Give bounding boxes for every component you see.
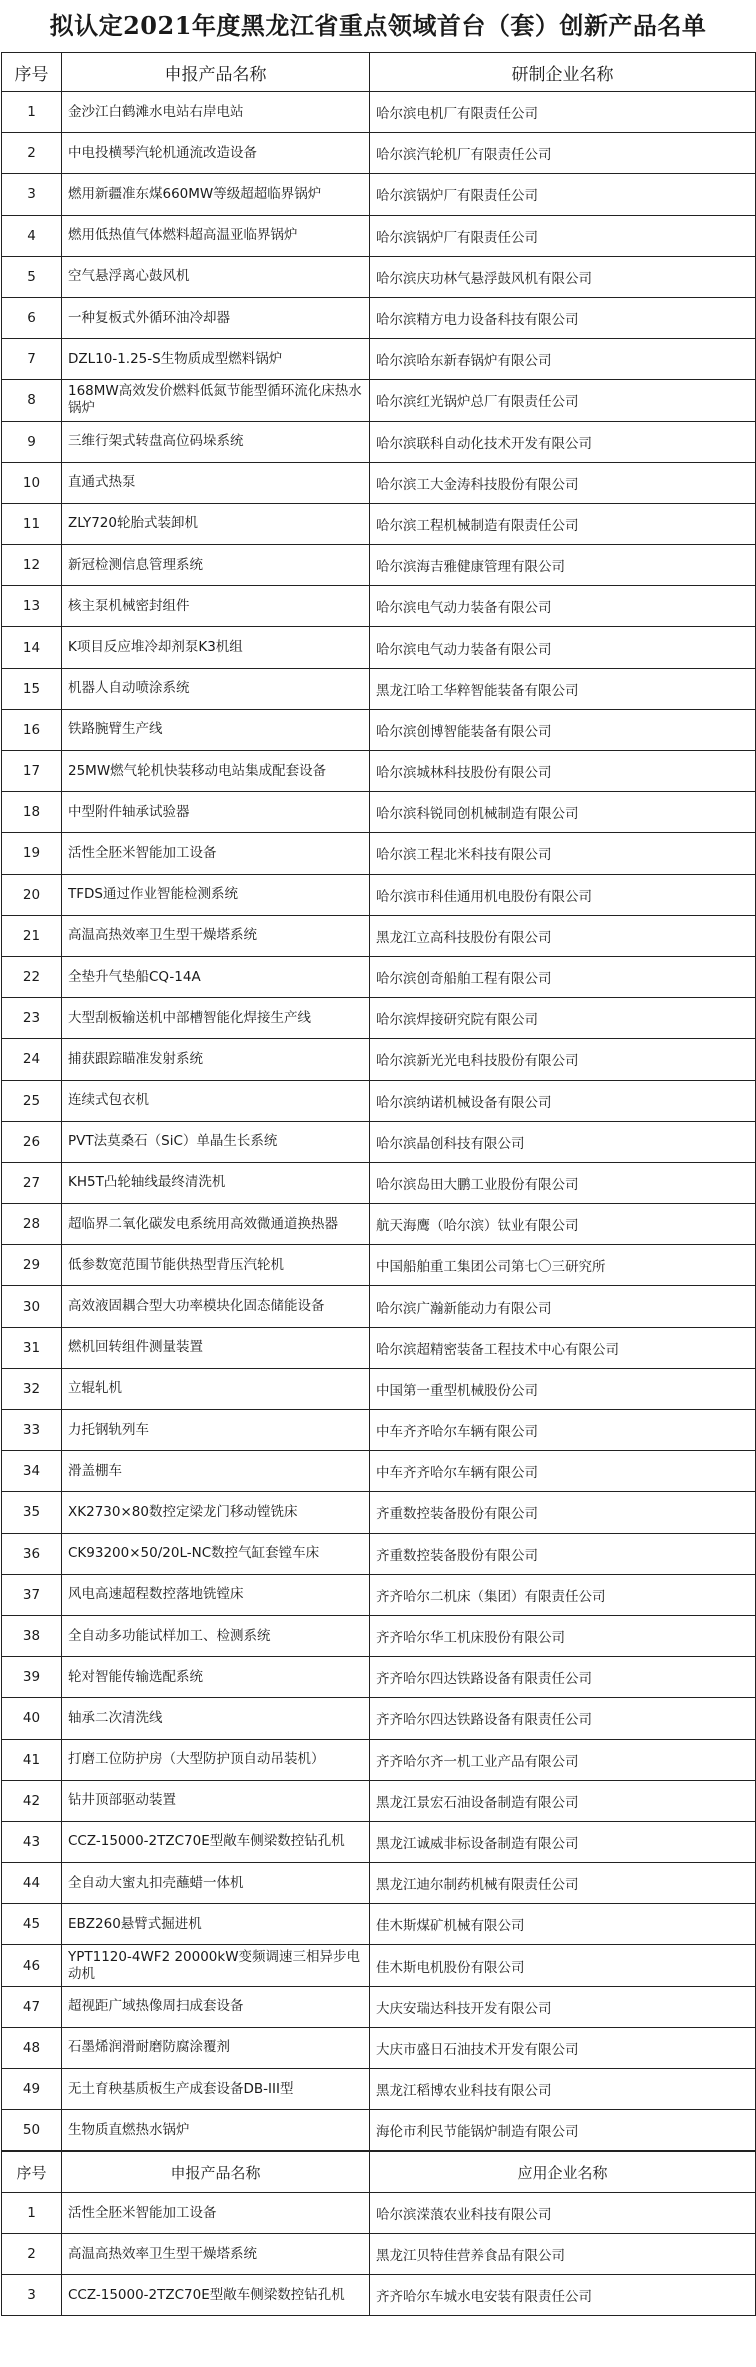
company-name: 哈尔滨科锐同创机械制造有限公司 bbox=[370, 792, 756, 833]
table-row bbox=[2, 503, 756, 544]
table-row bbox=[2, 1780, 756, 1821]
company-name: 哈尔滨电气动力装备有限公司 bbox=[370, 627, 756, 668]
product-name: 空气悬浮离心鼓风机 bbox=[62, 256, 370, 297]
table-row bbox=[2, 256, 756, 297]
row-number: 19 bbox=[2, 833, 62, 874]
row-number: 10 bbox=[2, 462, 62, 503]
row-number: 39 bbox=[2, 1657, 62, 1698]
product-name: 低参数宽范围节能供热型背压汽轮机 bbox=[62, 1245, 370, 1286]
product-name: 中型附件轴承试验器 bbox=[62, 792, 370, 833]
company-name: 哈尔滨联科自动化技术开发有限公司 bbox=[370, 421, 756, 462]
row-number: 49 bbox=[2, 2069, 62, 2110]
row-number: 24 bbox=[2, 1039, 62, 1080]
product-name: DZL10-1.25-S生物质成型燃料锅炉 bbox=[62, 339, 370, 380]
row-number: 45 bbox=[2, 1904, 62, 1945]
table-row bbox=[2, 1451, 756, 1492]
company-name: 哈尔滨庆功林气悬浮鼓风机有限公司 bbox=[370, 256, 756, 297]
company-name: 齐重数控装备股份有限公司 bbox=[370, 1533, 756, 1574]
company-name: 哈尔滨广瀚新能动力有限公司 bbox=[370, 1286, 756, 1327]
product-name: K项目反应堆冷却剂泵K3机组 bbox=[62, 627, 370, 668]
product-name: 金沙江白鹤滩水电站右岸电站 bbox=[62, 92, 370, 133]
row-number: 28 bbox=[2, 1204, 62, 1245]
table-row bbox=[2, 1245, 756, 1286]
product-name: 高温高热效率卫生型干燥塔系统 bbox=[62, 915, 370, 956]
product-name: 燃机回转组件测量装置 bbox=[62, 1327, 370, 1368]
row-number: 23 bbox=[2, 998, 62, 1039]
product-name: ZLY720轮胎式装卸机 bbox=[62, 503, 370, 544]
table-row bbox=[2, 215, 756, 256]
header-product: 申报产品名称 bbox=[62, 53, 370, 92]
table-row bbox=[2, 2234, 756, 2275]
product-name: 滑盖棚车 bbox=[62, 1451, 370, 1492]
header2-no: 序号 bbox=[2, 2152, 62, 2193]
company-name: 哈尔滨创奇船舶工程有限公司 bbox=[370, 956, 756, 997]
table-row bbox=[2, 462, 756, 503]
table-row bbox=[2, 956, 756, 997]
product-name: 石墨烯润滑耐磨防腐涂覆剂 bbox=[62, 2027, 370, 2068]
table-row bbox=[2, 1615, 756, 1656]
table-row bbox=[2, 833, 756, 874]
company-name: 哈尔滨哈东新春锅炉有限公司 bbox=[370, 339, 756, 380]
company-name: 哈尔滨工大金涛科技股份有限公司 bbox=[370, 462, 756, 503]
product-name: KH5T凸轮轴线最终清洗机 bbox=[62, 1162, 370, 1203]
row-number: 3 bbox=[2, 2275, 62, 2316]
company-name: 哈尔滨创博智能装备有限公司 bbox=[370, 709, 756, 750]
table-row bbox=[2, 2193, 756, 2234]
row-number: 32 bbox=[2, 1368, 62, 1409]
company-name: 黑龙江迪尔制药机械有限责任公司 bbox=[370, 1863, 756, 1904]
application-table-body bbox=[2, 2193, 756, 2316]
product-name: 燃用低热值气体燃料超高温亚临界锅炉 bbox=[62, 215, 370, 256]
product-name: 力托钢轨列车 bbox=[62, 1410, 370, 1451]
row-number: 33 bbox=[2, 1410, 62, 1451]
company-name: 哈尔滨汽轮机厂有限责任公司 bbox=[370, 133, 756, 174]
product-name: 轮对智能传输选配系统 bbox=[62, 1657, 370, 1698]
company-name: 哈尔滨超精密装备工程技术中心有限公司 bbox=[370, 1327, 756, 1368]
product-name: 连续式包衣机 bbox=[62, 1080, 370, 1121]
table-row bbox=[2, 874, 756, 915]
company-name: 哈尔滨红光锅炉总厂有限责任公司 bbox=[370, 380, 756, 421]
product-name: 风电高速超程数控落地铣镗床 bbox=[62, 1574, 370, 1615]
company-name: 齐重数控装备股份有限公司 bbox=[370, 1492, 756, 1533]
company-name: 哈尔滨纳诺机械设备有限公司 bbox=[370, 1080, 756, 1121]
product-name: 超临界二氧化碳发电系统用高效微通道换热器 bbox=[62, 1204, 370, 1245]
company-name: 哈尔滨锅炉厂有限责任公司 bbox=[370, 215, 756, 256]
table-row bbox=[2, 1657, 756, 1698]
row-number: 47 bbox=[2, 1986, 62, 2027]
company-name: 黑龙江哈工华粹智能装备有限公司 bbox=[370, 668, 756, 709]
table-row bbox=[2, 586, 756, 627]
row-number: 9 bbox=[2, 421, 62, 462]
table-row bbox=[2, 1162, 756, 1203]
row-number: 3 bbox=[2, 174, 62, 215]
product-name: 轴承二次清洗线 bbox=[62, 1698, 370, 1739]
table-row bbox=[2, 1698, 756, 1739]
company-name: 黑龙江立高科技股份有限公司 bbox=[370, 915, 756, 956]
product-name: CK93200×50/20L-NC数控气缸套镗车床 bbox=[62, 1533, 370, 1574]
table-row bbox=[2, 1410, 756, 1451]
table-row bbox=[2, 627, 756, 668]
row-number: 1 bbox=[2, 2193, 62, 2234]
company-name: 大庆安瑞达科技开发有限公司 bbox=[370, 1986, 756, 2027]
table-row bbox=[2, 1821, 756, 1862]
company-name: 哈尔滨工程北米科技有限公司 bbox=[370, 833, 756, 874]
row-number: 15 bbox=[2, 668, 62, 709]
main-table bbox=[1, 52, 756, 2151]
company-name: 黑龙江稻博农业科技有限公司 bbox=[370, 2069, 756, 2110]
product-name: 全垫升气垫船CQ-14A bbox=[62, 956, 370, 997]
company-name: 齐齐哈尔华工机床股份有限公司 bbox=[370, 1615, 756, 1656]
row-number: 8 bbox=[2, 380, 62, 421]
company-name: 海伦市利民节能锅炉制造有限公司 bbox=[370, 2110, 756, 2151]
company-name: 哈尔滨新光光电科技股份有限公司 bbox=[370, 1039, 756, 1080]
row-number: 38 bbox=[2, 1615, 62, 1656]
row-number: 36 bbox=[2, 1533, 62, 1574]
table-row bbox=[2, 709, 756, 750]
product-name: EBZ260悬臂式掘进机 bbox=[62, 1904, 370, 1945]
table-row bbox=[2, 1492, 756, 1533]
table-row bbox=[2, 133, 756, 174]
row-number: 44 bbox=[2, 1863, 62, 1904]
product-name: YPT1120-4WF2 20000kW变频调速三相异步电动机 bbox=[62, 1945, 370, 1986]
document-title: 拟认定2021年度黑龙江省重点领域首台（套）创新产品名单 bbox=[49, 11, 707, 40]
table-row bbox=[2, 1080, 756, 1121]
company-name: 齐齐哈尔二机床（集团）有限责任公司 bbox=[370, 1574, 756, 1615]
product-name: 全自动大蜜丸扣壳蘸蜡一体机 bbox=[62, 1863, 370, 1904]
row-number: 4 bbox=[2, 215, 62, 256]
table-row bbox=[2, 792, 756, 833]
product-name: 燃用新疆准东煤660MW等级超超临界锅炉 bbox=[62, 174, 370, 215]
product-name: 25MW燃气轮机快装移动电站集成配套设备 bbox=[62, 751, 370, 792]
company-name: 哈尔滨电机厂有限责任公司 bbox=[370, 92, 756, 133]
table-row bbox=[2, 1533, 756, 1574]
product-name: 捕获跟踪瞄准发射系统 bbox=[62, 1039, 370, 1080]
main-table-body bbox=[2, 92, 756, 2151]
table-row bbox=[2, 751, 756, 792]
table-row bbox=[2, 915, 756, 956]
table-row bbox=[2, 380, 756, 421]
table-row bbox=[2, 1574, 756, 1615]
product-name: 钻井顶部驱动装置 bbox=[62, 1780, 370, 1821]
row-number: 27 bbox=[2, 1162, 62, 1203]
row-number: 37 bbox=[2, 1574, 62, 1615]
table-row bbox=[2, 339, 756, 380]
company-name: 哈尔滨溁蒗农业科技有限公司 bbox=[370, 2193, 756, 2234]
row-number: 42 bbox=[2, 1780, 62, 1821]
row-number: 35 bbox=[2, 1492, 62, 1533]
row-number: 21 bbox=[2, 915, 62, 956]
table-row bbox=[2, 545, 756, 586]
table-row bbox=[2, 1863, 756, 1904]
row-number: 7 bbox=[2, 339, 62, 380]
table-row bbox=[2, 1039, 756, 1080]
table-row bbox=[2, 421, 756, 462]
header2-product: 申报产品名称 bbox=[62, 2152, 370, 2193]
row-number: 17 bbox=[2, 751, 62, 792]
product-name: CCZ-15000-2TZC70E型敞车侧梁数控钻孔机 bbox=[62, 2275, 370, 2316]
table-row bbox=[2, 1368, 756, 1409]
company-name: 齐齐哈尔四达铁路设备有限责任公司 bbox=[370, 1698, 756, 1739]
product-name: 大型刮板输送机中部槽智能化焊接生产线 bbox=[62, 998, 370, 1039]
company-name: 中车齐齐哈尔车辆有限公司 bbox=[370, 1451, 756, 1492]
product-name: 活性全胚米智能加工设备 bbox=[62, 833, 370, 874]
row-number: 12 bbox=[2, 545, 62, 586]
company-name: 齐齐哈尔四达铁路设备有限责任公司 bbox=[370, 1657, 756, 1698]
product-name: 一种复板式外循环油冷却器 bbox=[62, 297, 370, 338]
row-number: 48 bbox=[2, 2027, 62, 2068]
table-row bbox=[2, 1904, 756, 1945]
row-number: 50 bbox=[2, 2110, 62, 2151]
product-name: 活性全胚米智能加工设备 bbox=[62, 2193, 370, 2234]
table-row bbox=[2, 1286, 756, 1327]
header-company: 研制企业名称 bbox=[370, 53, 756, 92]
product-name: 超视距广域热像周扫成套设备 bbox=[62, 1986, 370, 2027]
product-name: 中电投横琴汽轮机通流改造设备 bbox=[62, 133, 370, 174]
product-name: CCZ-15000-2TZC70E型敞车侧梁数控钻孔机 bbox=[62, 1821, 370, 1862]
table-row bbox=[2, 174, 756, 215]
company-name: 哈尔滨精方电力设备科技有限公司 bbox=[370, 297, 756, 338]
product-name: 立辊轧机 bbox=[62, 1368, 370, 1409]
product-name: 铁路腕臂生产线 bbox=[62, 709, 370, 750]
table-row bbox=[2, 2027, 756, 2068]
table-row bbox=[2, 668, 756, 709]
row-number: 34 bbox=[2, 1451, 62, 1492]
company-name: 中国第一重型机械股份公司 bbox=[370, 1368, 756, 1409]
row-number: 1 bbox=[2, 92, 62, 133]
company-name: 哈尔滨电气动力装备有限公司 bbox=[370, 586, 756, 627]
company-name: 黑龙江诚威非标设备制造有限公司 bbox=[370, 1821, 756, 1862]
product-name: 生物质直燃热水锅炉 bbox=[62, 2110, 370, 2151]
row-number: 31 bbox=[2, 1327, 62, 1368]
row-number: 46 bbox=[2, 1945, 62, 1986]
row-number: 40 bbox=[2, 1698, 62, 1739]
table-row bbox=[2, 1204, 756, 1245]
product-name: 打磨工位防护房（大型防护顶自动吊装机） bbox=[62, 1739, 370, 1780]
table-row bbox=[2, 998, 756, 1039]
company-name: 哈尔滨岛田大鹏工业股份有限公司 bbox=[370, 1162, 756, 1203]
product-name: 高温高热效率卫生型干燥塔系统 bbox=[62, 2234, 370, 2275]
product-name: 无土育秧基质板生产成套设备DB-III型 bbox=[62, 2069, 370, 2110]
table-row bbox=[2, 297, 756, 338]
table-header-row bbox=[2, 53, 756, 92]
row-number: 2 bbox=[2, 133, 62, 174]
table-row bbox=[2, 1327, 756, 1368]
row-number: 5 bbox=[2, 256, 62, 297]
table-row bbox=[2, 1739, 756, 1780]
company-name: 哈尔滨市科佳通用机电股份有限公司 bbox=[370, 874, 756, 915]
row-number: 22 bbox=[2, 956, 62, 997]
product-name: 全自动多功能试样加工、检测系统 bbox=[62, 1615, 370, 1656]
product-name: 168MW高效发价燃料低氮节能型循环流化床热水锅炉 bbox=[62, 380, 370, 421]
company-name: 哈尔滨锅炉厂有限责任公司 bbox=[370, 174, 756, 215]
table-header-row-2 bbox=[2, 2152, 756, 2193]
table-row bbox=[2, 1121, 756, 1162]
company-name: 哈尔滨焊接研究院有限公司 bbox=[370, 998, 756, 1039]
product-name: 机器人自动喷涂系统 bbox=[62, 668, 370, 709]
row-number: 14 bbox=[2, 627, 62, 668]
company-name: 黑龙江贝特佳营养食品有限公司 bbox=[370, 2234, 756, 2275]
row-number: 30 bbox=[2, 1286, 62, 1327]
header-no: 序号 bbox=[2, 53, 62, 92]
company-name: 齐齐哈尔齐一机工业产品有限公司 bbox=[370, 1739, 756, 1780]
product-name: PVT法莫桑石（SiC）单晶生长系统 bbox=[62, 1121, 370, 1162]
row-number: 41 bbox=[2, 1739, 62, 1780]
product-name: 三维行架式转盘高位码垛系统 bbox=[62, 421, 370, 462]
company-name: 中国船舶重工集团公司第七〇三研究所 bbox=[370, 1245, 756, 1286]
company-name: 佳木斯煤矿机械有限公司 bbox=[370, 1904, 756, 1945]
header2-company: 应用企业名称 bbox=[370, 2152, 756, 2193]
company-name: 中车齐齐哈尔车辆有限公司 bbox=[370, 1410, 756, 1451]
application-table bbox=[1, 2151, 756, 2316]
company-name: 哈尔滨工程机械制造有限责任公司 bbox=[370, 503, 756, 544]
row-number: 25 bbox=[2, 1080, 62, 1121]
product-name: 核主泵机械密封组件 bbox=[62, 586, 370, 627]
row-number: 6 bbox=[2, 297, 62, 338]
company-name: 哈尔滨晶创科技有限公司 bbox=[370, 1121, 756, 1162]
company-name: 哈尔滨海吉雅健康管理有限公司 bbox=[370, 545, 756, 586]
company-name: 佳木斯电机股份有限公司 bbox=[370, 1945, 756, 1986]
row-number: 26 bbox=[2, 1121, 62, 1162]
row-number: 43 bbox=[2, 1821, 62, 1862]
row-number: 18 bbox=[2, 792, 62, 833]
product-name: TFDS通过作业智能检测系统 bbox=[62, 874, 370, 915]
table-row bbox=[2, 2275, 756, 2316]
row-number: 13 bbox=[2, 586, 62, 627]
table-row bbox=[2, 2069, 756, 2110]
company-name: 航天海鹰（哈尔滨）钛业有限公司 bbox=[370, 1204, 756, 1245]
company-name: 齐齐哈尔车城水电安装有限责任公司 bbox=[370, 2275, 756, 2316]
product-name: 新冠检测信息管理系统 bbox=[62, 545, 370, 586]
row-number: 20 bbox=[2, 874, 62, 915]
company-name: 哈尔滨城林科技股份有限公司 bbox=[370, 751, 756, 792]
table-row bbox=[2, 1986, 756, 2027]
row-number: 11 bbox=[2, 503, 62, 544]
product-name: XK2730×80数控定梁龙门移动镗铣床 bbox=[62, 1492, 370, 1533]
company-name: 黑龙江景宏石油设备制造有限公司 bbox=[370, 1780, 756, 1821]
product-name: 高效液固耦合型大功率模块化固态储能设备 bbox=[62, 1286, 370, 1327]
row-number: 16 bbox=[2, 709, 62, 750]
company-name: 大庆市盛日石油技术开发有限公司 bbox=[370, 2027, 756, 2068]
row-number: 2 bbox=[2, 2234, 62, 2275]
table-row bbox=[2, 2110, 756, 2151]
product-name: 直通式热泵 bbox=[62, 462, 370, 503]
table-row bbox=[2, 1945, 756, 1986]
row-number: 29 bbox=[2, 1245, 62, 1286]
table-row bbox=[2, 92, 756, 133]
